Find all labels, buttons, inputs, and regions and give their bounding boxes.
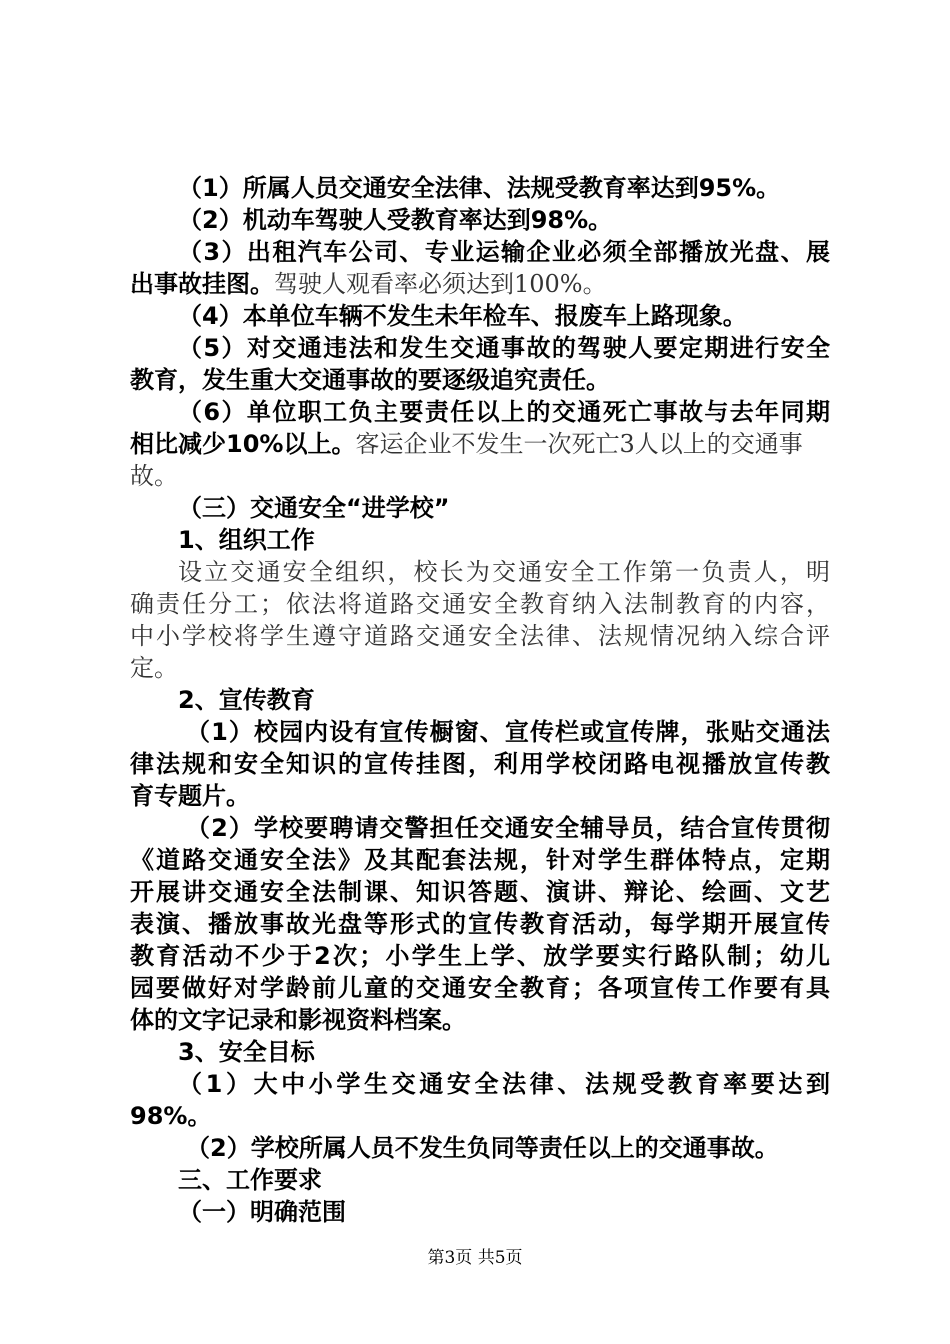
paragraph-line: 园要做好对学龄前儿童的交通安全教育；各项宣传工作要有具 bbox=[130, 974, 830, 1002]
paragraph-line: 体的文字记录和影视资料档案。 bbox=[130, 1006, 466, 1034]
paragraph-line: （2）学校要聘请交警担任交通安全辅导员，结合宣传贯彻 bbox=[186, 814, 830, 842]
paragraph-line: 《道路交通安全法》及其配套法规，针对学生群体特点，定期 bbox=[130, 846, 830, 874]
paragraph-line: 育专题片。 bbox=[130, 782, 250, 810]
paragraph-line: （2）学校所属人员不发生负同等责任以上的交通事故。 bbox=[186, 1134, 779, 1162]
paragraph-line: （1）所属人员交通安全法律、法规受教育率达到95%。 bbox=[178, 174, 781, 202]
subsection-heading: 3、安全目标 bbox=[178, 1038, 315, 1066]
subsection-heading: 2、宣传教育 bbox=[178, 686, 315, 714]
paragraph-line: 开展讲交通安全法制课、知识答题、演讲、辩论、绘画、文艺 bbox=[130, 878, 830, 906]
section-heading: 三、工作要求 bbox=[178, 1166, 322, 1194]
section-heading: （一）明确范围 bbox=[178, 1198, 346, 1226]
paragraph-line: 定。 bbox=[130, 654, 178, 682]
paragraph-line: 表演、播放事故光盘等形式的宣传教育活动，每学期开展宣传 bbox=[130, 910, 830, 938]
paragraph-line: （5）对交通违法和发生交通事故的驾驶人要定期进行安全 bbox=[178, 334, 830, 362]
paragraph-line: 设立交通安全组织，校长为交通安全工作第一负责人，明 bbox=[178, 558, 830, 586]
paragraph-line: （3）出租汽车公司、专业运输企业必须全部播放光盘、展 bbox=[178, 238, 830, 266]
paragraph-line: 相比减少10%以上。客运企业不发生一次死亡3人以上的交通事 bbox=[130, 430, 803, 458]
paragraph-line: （4）本单位车辆不发生未年检车、报废车上路现象。 bbox=[178, 302, 747, 330]
paragraph-line: 律法规和安全知识的宣传挂图，利用学校闭路电视播放宣传教 bbox=[130, 750, 830, 778]
paragraph-line: 故。 bbox=[130, 462, 178, 490]
paragraph-line: （2）机动车驾驶人受教育率达到98%。 bbox=[178, 206, 613, 234]
paragraph-line: 出事故挂图。驾驶人观看率必须达到100%。 bbox=[130, 270, 607, 298]
paragraph-line: （1）校园内设有宣传橱窗、宣传栏或宣传牌，张贴交通法 bbox=[186, 718, 830, 746]
section-heading: （三）交通安全“进学校” bbox=[178, 494, 450, 522]
paragraph-line: 中小学校将学生遵守道路交通安全法律、法规情况纳入综合评 bbox=[130, 622, 830, 650]
paragraph-line: 98%。 bbox=[130, 1102, 212, 1130]
document-body bbox=[130, 172, 830, 1228]
paragraph-line: （1）大中小学生交通安全法律、法规受教育率要达到 bbox=[178, 1070, 830, 1098]
paragraph-line: 教育，发生重大交通事故的要逐级追究责任。 bbox=[130, 366, 610, 394]
paragraph-line: 确责任分工；依法将道路交通安全教育纳入法制教育的内容， bbox=[130, 590, 830, 618]
paragraph-line: 教育活动不少于2次；小学生上学、放学要实行路队制；幼儿 bbox=[130, 942, 830, 970]
page-footer: 第3页 共5页 bbox=[427, 1248, 523, 1268]
paragraph-line: （6）单位职工负主要责任以上的交通死亡事故与去年同期 bbox=[178, 398, 830, 426]
subsection-heading: 1、组织工作 bbox=[178, 526, 315, 554]
